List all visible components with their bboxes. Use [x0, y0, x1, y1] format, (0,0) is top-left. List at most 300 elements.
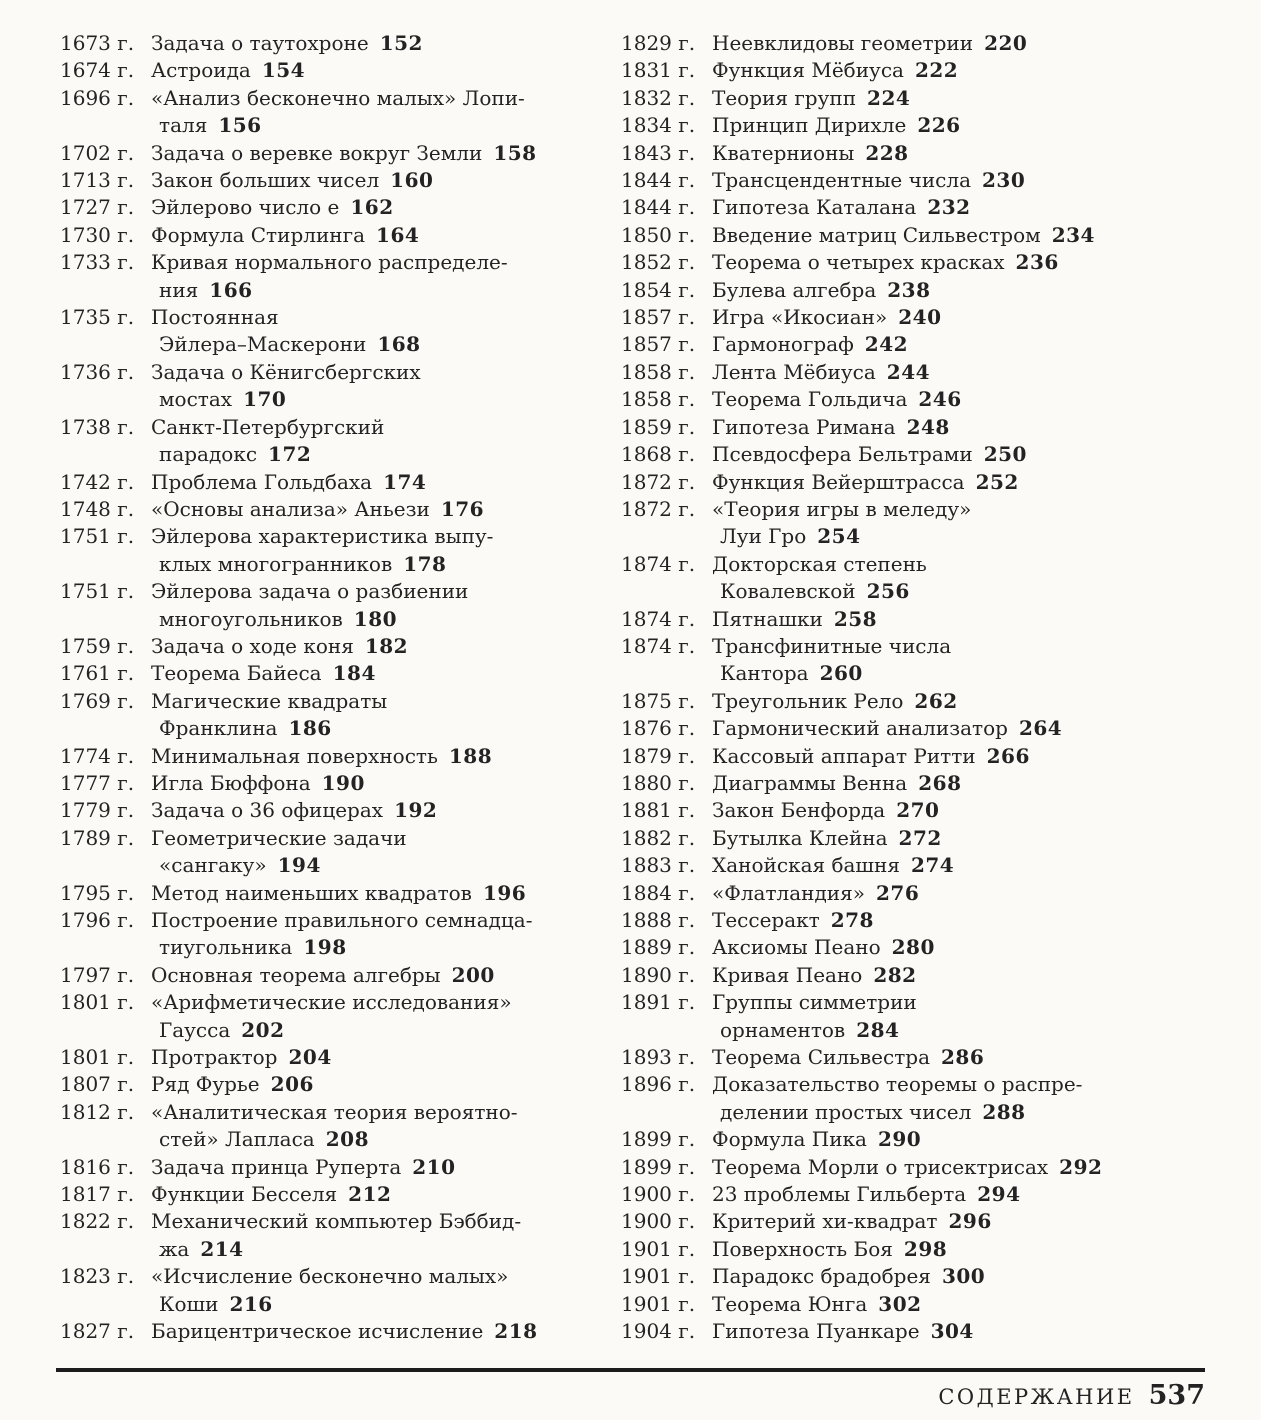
entry-title	[151, 304, 581, 359]
title-line: «Арифметические исследования»	[151, 990, 512, 1015]
entry-title	[712, 441, 1142, 468]
toc-entry	[621, 989, 1142, 1044]
entry-page-number: 238	[887, 277, 931, 302]
footer-section-label: СОДЕРЖАНИЕ	[938, 1385, 1135, 1409]
toc-entry	[60, 633, 581, 660]
entry-page-number: 198	[303, 935, 347, 960]
entry-page-number: 260	[819, 661, 863, 686]
entry-year: 1844 г.	[621, 168, 696, 193]
entry-page-number: 188	[448, 743, 493, 768]
entry-year: 1884 г.	[621, 880, 696, 905]
toc-entry	[621, 414, 1142, 441]
entry-title	[151, 1099, 581, 1154]
entry-year: 1673 г.	[60, 31, 135, 55]
entry-year: 1888 г.	[621, 908, 696, 932]
entry-year: 1795 г.	[60, 880, 135, 905]
title-line: «Основы анализа» Аньези 176	[151, 496, 485, 521]
toc-entry	[621, 962, 1142, 989]
toc-entry	[621, 331, 1142, 358]
entry-year: 1901 г.	[621, 1291, 696, 1316]
title-line: Задача о ходе коня 182	[151, 633, 409, 658]
entry-title	[712, 1126, 1142, 1153]
toc-entry	[621, 1126, 1142, 1153]
entry-page-number: 242	[864, 332, 909, 357]
entry-title	[151, 1044, 581, 1071]
toc-entry	[60, 222, 581, 249]
toc-entry	[60, 1318, 581, 1345]
toc-entry	[621, 633, 1142, 688]
entry-page-number: 302	[878, 1291, 922, 1316]
title-line: Теорема Морли о трисектрисах 292	[712, 1154, 1103, 1179]
title-line: Механический компьютер Бэббид-	[151, 1209, 522, 1234]
entry-page-number: 252	[975, 469, 1019, 494]
entry-title	[151, 907, 581, 962]
entry-year: 1761 г.	[60, 661, 135, 686]
title-line: Задача о 36 офицерах 192	[151, 798, 438, 823]
entry-year: 1769 г.	[60, 688, 135, 713]
toc-entry	[621, 825, 1142, 852]
entry-year: 1751 г.	[60, 579, 135, 604]
toc-entry	[621, 1236, 1142, 1263]
entry-page-number: 184	[332, 661, 376, 686]
title-line: Кривая нормального распределе-	[151, 250, 508, 275]
entry-title	[712, 633, 1142, 688]
title-line: Протрактор 204	[151, 1045, 332, 1070]
title-line: Неевклидовы геометрии 220	[712, 31, 1028, 55]
entry-page-number: 224	[867, 85, 911, 110]
toc-entry	[621, 715, 1142, 742]
entry-page-number: 266	[986, 743, 1030, 768]
toc-entry	[621, 30, 1142, 57]
entry-year: 1876 г.	[621, 716, 696, 741]
title-line: Метод наименьших квадратов 196	[151, 880, 527, 905]
entry-year: 1735 г.	[60, 305, 135, 330]
entry-title	[712, 249, 1142, 276]
title-line: Аксиомы Пеано 280	[712, 935, 935, 960]
title-line: ния 166	[159, 277, 253, 302]
toc-entry	[60, 359, 581, 414]
entry-year: 1881 г.	[621, 798, 696, 823]
toc-entry	[621, 551, 1142, 606]
entry-page-number: 284	[856, 1017, 900, 1042]
entry-title	[712, 688, 1142, 715]
entry-year: 1852 г.	[621, 250, 696, 275]
entry-title	[151, 633, 581, 660]
entry-year: 1674 г.	[60, 58, 135, 83]
title-line: Теорема Сильвестра 286	[712, 1045, 985, 1070]
entry-title	[712, 825, 1142, 852]
toc-entry	[621, 907, 1142, 934]
entry-year: 1901 г.	[621, 1264, 696, 1289]
entry-page-number: 262	[914, 688, 958, 713]
toc-entry	[621, 934, 1142, 961]
title-line: Функция Мёбиуса 222	[712, 58, 959, 83]
entry-page-number: 286	[941, 1045, 985, 1070]
toc-entry	[621, 1044, 1142, 1071]
entry-title	[712, 852, 1142, 879]
title-line: Барицентрическое исчисление 218	[151, 1319, 538, 1344]
entry-title	[712, 1236, 1142, 1263]
entry-page-number: 192	[394, 798, 438, 823]
entry-title	[712, 934, 1142, 961]
entry-page-number: 234	[1051, 222, 1095, 247]
title-line: Тессеракт 278	[712, 908, 874, 932]
title-line: Кассовый аппарат Ритти 266	[712, 743, 1030, 768]
toc-entry	[621, 304, 1142, 331]
entry-year: 1900 г.	[621, 1209, 696, 1234]
toc-entry	[60, 962, 581, 989]
entry-page-number: 206	[270, 1072, 314, 1097]
title-line: «сангаку» 194	[159, 853, 321, 878]
entry-title	[151, 249, 581, 304]
entry-year: 1872 г.	[621, 496, 696, 521]
title-line: Трансфинитные числа	[712, 633, 952, 658]
toc-entry	[621, 1208, 1142, 1235]
title-line: Эйлерова задача о разбиении	[151, 579, 469, 604]
entry-year: 1899 г.	[621, 1127, 696, 1152]
title-line: Теорема Гольдича 246	[712, 387, 962, 412]
entry-title	[712, 277, 1142, 304]
toc-entry	[621, 469, 1142, 496]
entry-year: 1850 г.	[621, 222, 696, 247]
title-line: Геометрические задачи	[151, 825, 407, 850]
entry-title	[151, 962, 581, 989]
entry-year: 1831 г.	[621, 58, 696, 83]
toc-entry	[621, 770, 1142, 797]
entry-page-number: 164	[376, 222, 420, 247]
title-line: Коши 216	[159, 1291, 273, 1316]
entry-title	[712, 606, 1142, 633]
entry-page-number: 208	[325, 1127, 369, 1152]
entry-year: 1879 г.	[621, 743, 696, 768]
title-line: 23 проблемы Гильберта 294	[712, 1182, 1021, 1207]
entry-title	[151, 578, 581, 633]
entry-page-number: 170	[243, 387, 287, 412]
toc-entry	[621, 496, 1142, 551]
entry-title	[151, 140, 581, 167]
entry-year: 1812 г.	[60, 1099, 135, 1124]
title-line: «Аналитическая теория вероятно-	[151, 1099, 518, 1124]
entry-title	[712, 112, 1142, 139]
toc-entry	[60, 57, 581, 84]
title-line: «Теория игры в меледу»	[712, 496, 972, 521]
entry-title	[151, 469, 581, 496]
toc-left-column	[60, 30, 581, 1346]
entry-year: 1702 г.	[60, 140, 135, 165]
entry-year: 1777 г.	[60, 770, 135, 795]
entry-title	[151, 797, 581, 824]
toc-entry	[621, 797, 1142, 824]
entry-page-number: 218	[494, 1319, 538, 1344]
entry-year: 1868 г.	[621, 442, 696, 467]
title-line: Задача о таутохроне 152	[151, 31, 423, 55]
entry-page-number: 174	[383, 469, 427, 494]
entry-year: 1796 г.	[60, 908, 135, 932]
title-line: Магические квадраты	[151, 688, 388, 713]
title-line: Франклина 186	[159, 716, 332, 741]
title-line: «Анализ бесконечно малых» Лопи-	[151, 85, 525, 110]
entry-page-number: 166	[209, 277, 253, 302]
title-line: парадокс 172	[159, 442, 312, 467]
entry-year: 1891 г.	[621, 990, 696, 1015]
entry-page-number: 226	[917, 113, 961, 138]
entry-year: 1730 г.	[60, 222, 135, 247]
title-line: Гипотеза Римана 248	[712, 414, 950, 439]
title-line: «Исчисление бесконечно малых»	[151, 1264, 509, 1289]
title-line: Гаусса 202	[159, 1017, 285, 1042]
title-line: Принцип Дирихле 226	[712, 113, 961, 138]
entry-title	[712, 880, 1142, 907]
entry-title	[712, 1291, 1142, 1318]
entry-title	[151, 880, 581, 907]
entry-title	[712, 797, 1142, 824]
title-line: Формула Пика 290	[712, 1127, 922, 1152]
entry-title	[712, 743, 1142, 770]
entry-title	[712, 167, 1142, 194]
entry-page-number: 216	[229, 1291, 273, 1316]
title-line: Эйлера–Маскерони 168	[159, 332, 421, 357]
title-line: Задача о Кёнигсбергских	[151, 359, 421, 384]
title-line: Задача принца Руперта 210	[151, 1154, 456, 1179]
entry-title	[712, 30, 1142, 57]
footer-page-number: 537	[1148, 1380, 1205, 1411]
title-line: Доказательство теоремы о распре-	[712, 1072, 1083, 1097]
entry-title	[151, 167, 581, 194]
title-line: Псевдосфера Бельтрами 250	[712, 442, 1027, 467]
entry-page-number: 214	[200, 1236, 244, 1261]
toc-entry	[60, 1071, 581, 1098]
entry-page-number: 282	[873, 962, 917, 987]
toc-entry	[621, 441, 1142, 468]
entry-year: 1875 г.	[621, 688, 696, 713]
entry-page-number: 190	[321, 770, 365, 795]
entry-page-number: 160	[390, 168, 434, 193]
entry-title	[712, 1071, 1142, 1126]
entry-title	[151, 1318, 581, 1345]
toc-entry	[60, 907, 581, 962]
entry-year: 1738 г.	[60, 414, 135, 439]
toc-entry	[60, 660, 581, 687]
entry-title	[712, 469, 1142, 496]
title-line: Поверхность Боя 298	[712, 1236, 948, 1261]
entry-page-number: 220	[984, 31, 1028, 55]
toc-entry	[621, 140, 1142, 167]
title-line: тиугольника 198	[159, 935, 347, 960]
title-line: Трансцендентные числа 230	[712, 168, 1026, 193]
entry-title	[712, 1181, 1142, 1208]
entry-page-number: 248	[906, 414, 950, 439]
title-line: Докторская степень	[712, 551, 927, 576]
entry-title	[712, 907, 1142, 934]
entry-page-number: 270	[896, 798, 940, 823]
title-line: Булева алгебра 238	[712, 277, 931, 302]
entry-year: 1817 г.	[60, 1182, 135, 1207]
entry-page-number: 278	[830, 908, 874, 932]
entry-title	[712, 551, 1142, 606]
entry-title	[712, 359, 1142, 386]
entry-page-number: 158	[493, 140, 537, 165]
title-line: Ковалевской 256	[720, 579, 910, 604]
title-line: Треугольник Рело 262	[712, 688, 958, 713]
toc-entry	[621, 1263, 1142, 1290]
entry-page-number: 296	[948, 1209, 992, 1234]
toc-entry	[621, 1071, 1142, 1126]
entry-page-number: 152	[379, 31, 423, 55]
entry-title	[712, 414, 1142, 441]
toc-entry	[60, 1099, 581, 1154]
entry-title	[712, 1044, 1142, 1071]
entry-year: 1829 г.	[621, 31, 696, 55]
title-line: Функция Вейерштрасса 252	[712, 469, 1019, 494]
entry-page-number: 186	[288, 716, 332, 741]
entry-title	[151, 1154, 581, 1181]
entry-year: 1882 г.	[621, 825, 696, 850]
title-line: Гармонограф 242	[712, 332, 909, 357]
entry-page-number: 212	[348, 1182, 392, 1207]
entry-year: 1789 г.	[60, 825, 135, 850]
entry-year: 1859 г.	[621, 414, 696, 439]
entry-page-number: 196	[482, 880, 527, 905]
entry-title	[151, 30, 581, 57]
title-line: Кривая Пеано 282	[712, 962, 917, 987]
entry-page-number: 268	[918, 770, 962, 795]
entry-year: 1858 г.	[621, 359, 696, 384]
title-line: Теорема Юнга 302	[712, 1291, 922, 1316]
entry-title	[712, 304, 1142, 331]
entry-year: 1801 г.	[60, 990, 135, 1015]
entry-page-number: 222	[914, 58, 959, 83]
title-line: Критерий хи-квадрат 296	[712, 1209, 992, 1234]
title-line: Основная теорема алгебры 200	[151, 962, 495, 987]
entry-page-number: 156	[218, 113, 262, 138]
entry-year: 1844 г.	[621, 195, 696, 220]
entry-page-number: 228	[865, 140, 909, 165]
entry-page-number: 254	[817, 524, 861, 549]
entry-year: 1823 г.	[60, 1264, 135, 1289]
entry-page-number: 258	[833, 606, 878, 631]
entry-page-number: 178	[403, 551, 447, 576]
entry-title	[712, 194, 1142, 221]
entry-title	[712, 1318, 1142, 1345]
entry-page-number: 292	[1059, 1154, 1103, 1179]
toc-entry	[60, 880, 581, 907]
toc-entry	[621, 359, 1142, 386]
entry-year: 1807 г.	[60, 1072, 135, 1097]
entry-year: 1751 г.	[60, 524, 135, 549]
entry-title	[151, 359, 581, 414]
title-line: Построение правильного семнадца-	[151, 908, 533, 932]
toc-entry	[60, 496, 581, 523]
entry-title	[712, 496, 1142, 551]
entry-page-number: 274	[910, 853, 955, 878]
toc-entry	[60, 770, 581, 797]
entry-title	[712, 85, 1142, 112]
toc-entry	[621, 1181, 1142, 1208]
title-line: Пятнашки 258	[712, 606, 878, 631]
entry-page-number: 154	[261, 58, 306, 83]
title-line: Санкт-Петербургский	[151, 414, 385, 439]
entry-year: 1713 г.	[60, 168, 135, 193]
entry-title	[712, 140, 1142, 167]
entry-year: 1874 г.	[621, 606, 696, 631]
toc-entry	[621, 852, 1142, 879]
entry-year: 1880 г.	[621, 770, 696, 795]
entry-year: 1854 г.	[621, 277, 696, 302]
entry-page-number: 168	[377, 332, 421, 357]
entry-year: 1834 г.	[621, 113, 696, 138]
entry-title	[151, 523, 581, 578]
toc-entry	[621, 194, 1142, 221]
toc-entry	[60, 1181, 581, 1208]
entry-title	[712, 770, 1142, 797]
entry-page-number: 240	[898, 305, 942, 330]
toc-entry	[60, 688, 581, 743]
title-line: Гипотеза Пуанкаре 304	[712, 1319, 974, 1344]
entry-year: 1843 г.	[621, 140, 696, 165]
toc-entry	[60, 167, 581, 194]
title-line: Теория групп 224	[712, 85, 911, 110]
toc-entry	[621, 688, 1142, 715]
entry-year: 1827 г.	[60, 1319, 135, 1344]
title-line: Введение матриц Сильвестром 234	[712, 222, 1095, 247]
toc-entry	[60, 1154, 581, 1181]
title-line: орнаментов 284	[720, 1017, 900, 1042]
entry-title	[151, 194, 581, 221]
entry-page-number: 264	[1018, 716, 1063, 741]
entry-title	[151, 222, 581, 249]
entry-page-number: 280	[891, 935, 935, 960]
toc-entry	[60, 797, 581, 824]
entry-title	[151, 57, 581, 84]
title-line: Гармонический анализатор 264	[712, 716, 1063, 741]
entry-title	[151, 85, 581, 140]
entry-page-number: 236	[1015, 250, 1059, 275]
entry-title	[151, 743, 581, 770]
entry-year: 1874 г.	[621, 633, 696, 658]
entry-year: 1857 г.	[621, 332, 696, 357]
entry-title	[151, 1181, 581, 1208]
entry-year: 1774 г.	[60, 743, 135, 768]
page-footer	[56, 1368, 1205, 1411]
entry-title	[151, 1208, 581, 1263]
title-line: таля 156	[159, 113, 262, 138]
entry-year: 1801 г.	[60, 1045, 135, 1070]
title-line: Минимальная поверхность 188	[151, 743, 493, 768]
entry-page-number: 202	[241, 1017, 285, 1042]
entry-title	[712, 386, 1142, 413]
title-line: Лента Мёбиуса 244	[712, 359, 931, 384]
entry-year: 1904 г.	[621, 1319, 696, 1344]
entry-year: 1779 г.	[60, 798, 135, 823]
toc-entry	[621, 222, 1142, 249]
entry-year: 1872 г.	[621, 469, 696, 494]
toc-entry	[60, 85, 581, 140]
entry-page-number: 232	[927, 195, 971, 220]
title-line: многоугольников 180	[159, 606, 398, 631]
entry-title	[151, 989, 581, 1044]
title-line: Закон Бенфорда 270	[712, 798, 940, 823]
toc-entry	[60, 30, 581, 57]
toc-entry	[621, 249, 1142, 276]
entry-title	[712, 1154, 1142, 1181]
entry-page-number: 294	[977, 1182, 1021, 1207]
toc-entry	[621, 1154, 1142, 1181]
entry-year: 1736 г.	[60, 359, 135, 384]
entry-page-number: 290	[877, 1127, 922, 1152]
entry-page-number: 244	[886, 359, 931, 384]
entry-page-number: 288	[982, 1099, 1026, 1124]
entry-page-number: 246	[918, 387, 962, 412]
